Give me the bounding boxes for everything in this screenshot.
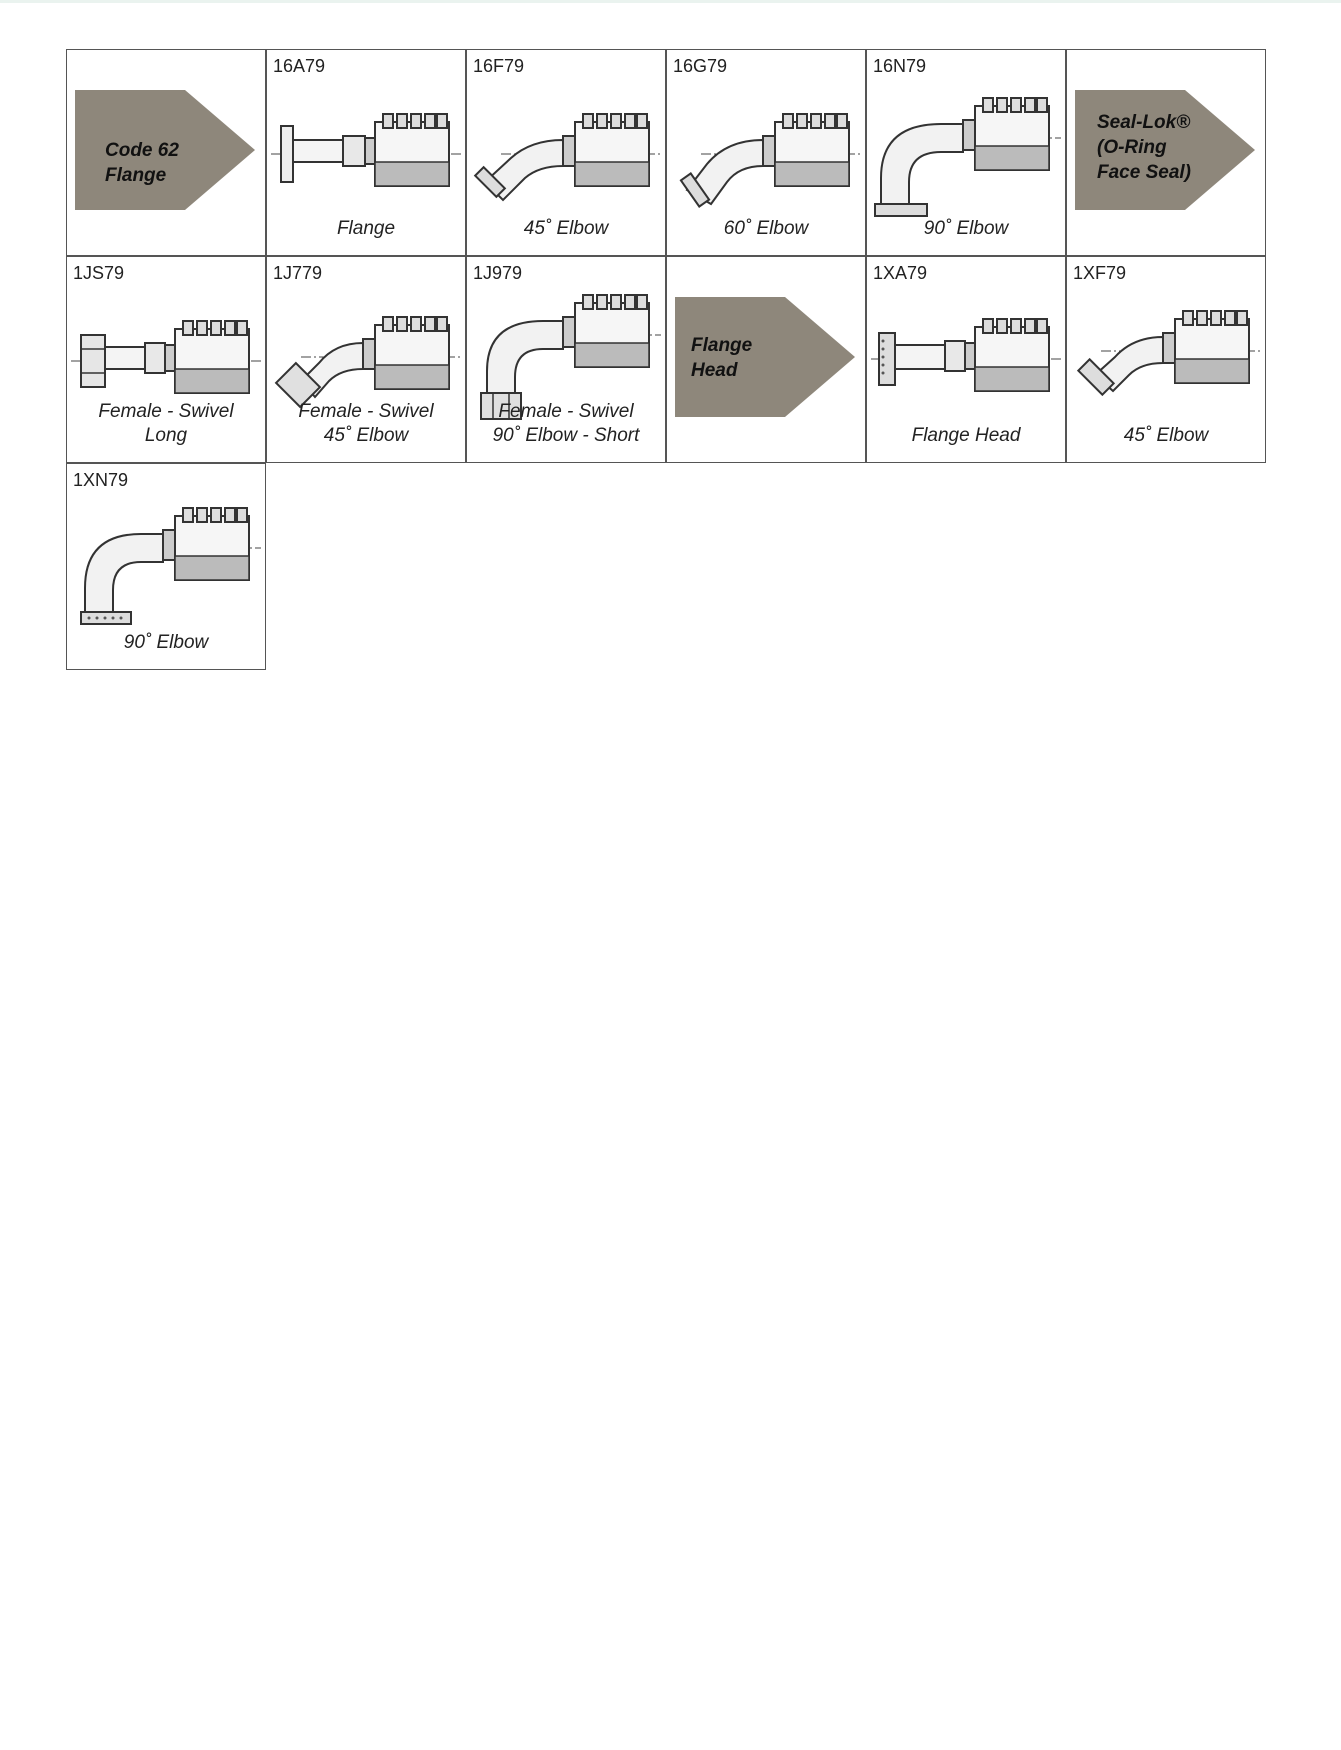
fitting-caption: 90˚ Elbow — [123, 632, 209, 653]
fitting-caption: 60˚ Elbow — [723, 218, 809, 239]
fitting-caption: 45˚ Elbow — [1123, 425, 1209, 446]
fitting-caption: 45˚ Elbow — [523, 218, 609, 239]
fitting-cell[interactable] — [266, 49, 466, 256]
fitting-cell[interactable] — [266, 256, 466, 463]
fitting-caption: Female - Swivel 45˚ Elbow — [298, 401, 434, 446]
header-label: Seal-Lok® (O-Ring Face Seal) — [1097, 112, 1191, 183]
flange-head-90-icon — [71, 492, 263, 632]
fitting-cell[interactable] — [466, 256, 666, 463]
elbow-60-flange-icon — [671, 78, 863, 218]
header-label: Flange Head — [691, 335, 753, 381]
top-accent-line — [0, 0, 1341, 3]
elbow-90-flange-icon — [871, 78, 1063, 218]
fitting-cell[interactable] — [66, 256, 266, 463]
part-number: 1XA79 — [873, 263, 928, 283]
fitting-cell[interactable] — [1066, 256, 1266, 463]
straight-flange-icon — [271, 78, 463, 218]
part-number: 16A79 — [273, 56, 326, 76]
part-number: 1XF79 — [1073, 263, 1127, 283]
part-number: 1J979 — [473, 263, 523, 283]
part-number: 16F79 — [473, 56, 525, 76]
fitting-cell[interactable] — [666, 49, 866, 256]
fitting-cell[interactable] — [66, 463, 266, 670]
fitting-cell[interactable] — [866, 49, 1066, 256]
fitting-caption: Female - Swivel 90˚ Elbow - Short — [492, 401, 640, 446]
elbow-45-flange-icon — [471, 78, 663, 218]
fitting-caption: Flange Head — [911, 425, 1021, 446]
part-number: 16G79 — [673, 56, 728, 76]
header-cell-flange-head — [666, 256, 866, 463]
header-cell-seal-lok — [1066, 49, 1266, 256]
fitting-caption: 90˚ Elbow — [923, 218, 1009, 239]
part-number: 16N79 — [873, 56, 927, 76]
header-cell-code62 — [66, 49, 266, 256]
fitting-caption: Female - Swivel Long — [98, 401, 234, 446]
flange-head-45-icon — [1071, 285, 1263, 425]
part-number: 1JS79 — [73, 263, 125, 283]
header-label: Code 62 Flange — [105, 140, 179, 186]
fitting-caption: Flange — [336, 218, 396, 239]
part-number: 1XN79 — [73, 470, 129, 490]
fitting-cell[interactable] — [466, 49, 666, 256]
fitting-cell[interactable] — [866, 256, 1066, 463]
part-number: 1J779 — [273, 263, 323, 283]
flange-head-icon — [871, 285, 1063, 425]
